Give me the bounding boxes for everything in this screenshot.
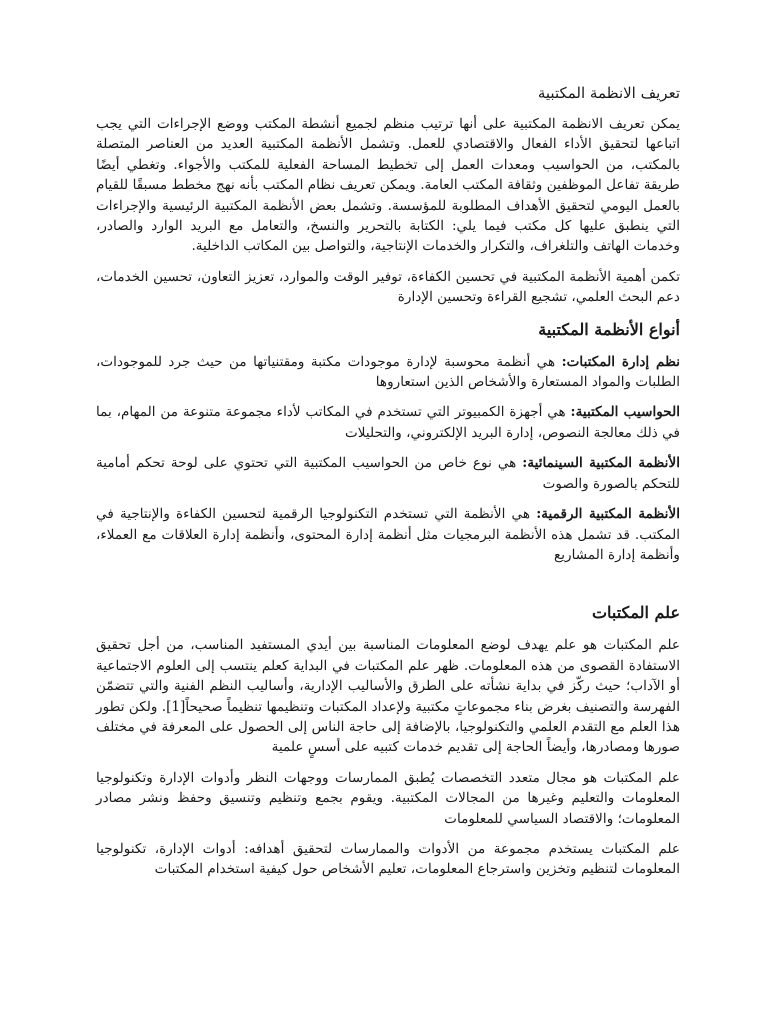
term-label: نظم إدارة المكتبات: (561, 353, 681, 370)
term-label: الأنظمة المكتبية السينمائية: (522, 455, 680, 472)
paragraph-library-science-intro: علم المكتبات هو علم يهدف لوضع المعلومات المناسبة بين أيدي المستفيد المناسب، من أجل تحقيق الاستفادة القصوى من هذه المعلومات. ظهر علم المكتبات في البداية كعلم ينتسب إلى العلوم الاجتماعية أو الآداب؛ حيث ركّز في بداية نشأته على الطرق والأساليب الإدارية، وأساليب النظم الفنية والتي تتضمّن الفهرسة والتصنيف بغرض بناء مجموعاتٍ مكتبية ولإعداد المكتبات وتنظيمها تنظيماً صحيحاً[1]. ولكن تطور هذا العلم مع التقدم العلمي والتكنولوجيا، بالإضافة إلى حاجة الناس إلى الحصول على المعرفة في مختلف صورها ومصادرها، وأيضاً الحاجة إلى تقديم خدمات كتبيه على أسسٍ علمية (96, 637, 680, 756)
section-heading-library-science: علم المكتبات (591, 603, 680, 623)
paragraph-library-science-field: علم المكتبات هو مجال متعدد التخصصات يُطبق الممارسات ووجهات النظر وأدوات الإدارة وتكنولوجيا المعلومات والتعليم وغيرها من المجالات المكتبية. ويقوم بجمع وتنظيم وتنسيق وحفظ ونشر مصادر المعلومات؛ والاقتصاد السياسي للمعلومات (96, 769, 680, 827)
paragraph-importance: تكمن أهمية الأنظمة المكتبية في تحسين الكفاءة، توفير الوقت والموارد، تعزيز التعاون، تحسين الخدمات، دعم البحث العلمي، تشجيع القراءة وتحسين الإدارة (96, 268, 680, 306)
section-office-systems-types (96, 318, 680, 566)
term-description: هي أنظمة محوسبة لإدارة موجودات مكتبة ومقتنياتها من حيث جرد للموجودات، الطلبات والمواد المستعارة والأشخاص الذين استعاروها (96, 353, 680, 391)
list-item-office-computers (96, 402, 680, 443)
section-office-systems-definition (96, 82, 680, 308)
term-label: الأنظمة المكتبية الرقمية: (536, 506, 680, 523)
term-description: هي نوع خاص من الحواسيب المكتبية التي تحتوي على لوحة تحكم أمامية للتحكم بالصورة والصوت (96, 455, 680, 492)
section-heading-definition: تعريف الانظمة المكتبية (537, 84, 680, 102)
section-library-science (96, 601, 680, 879)
list-item-digital-office-systems (96, 504, 680, 565)
paragraph-library-science-tools: علم المكتبات يستخدم مجموعة من الأدوات والممارسات لتحقيق أهدافه: أدوات الإدارة، تكنولوجيا المعلومات لتنظيم وتخزين واسترجاع المعلومات، تعليم الأشخاص حول كيفية استخدام المكتبات (96, 840, 680, 878)
section-heading-types: أنواع الأنظمة المكتبية (538, 319, 680, 339)
term-description: هي الأنظمة التي تستخدم التكنولوجيا الرقمية لتحسين الكفاءة والإنتاجية في المكتب. قد تشمل هذه الأنظمة البرمجيات مثل أنظمة إدارة المحتوى، وأنظمة إدارة العلاقات مع العملاء، وأنظمة إدارة المشاريع (96, 506, 680, 563)
list-item-library-management-systems (96, 352, 680, 393)
list-item-cinema-office-systems (96, 453, 680, 494)
term-label: الحواسيب المكتبية: (570, 404, 680, 421)
term-description: هي أجهزة الكمبيوتر التي تستخدم في المكاتب لأداء مجموعة متنوعة من المهام، بما في ذلك معالجة النصوص، إدارة البريد الإلكتروني، والتحليلات (96, 404, 680, 441)
paragraph-definition: يمكن تعريف الانظمة المكتبية على أنها ترتيب منظم لجميع أنشطة المكتب ووضع الإجراءات التي يجب اتباعها لتحقيق الأداء الفعال والاقتصادي للعمل. وتشمل الأنظمة المكتبية العديد من العناصر المتصلة بالمكتب، من الحواسيب ومعدات العمل إلى تخطيط المساحة الفعلية للمكتب والأجواء. وتغطي أيضًا طريقة تفاعل الموظفين وثقافة المكتب العامة. ويمكن تعريف نظام المكتب بأنه نهج مخطط مسبقًا للقيام بالعمل اليومي لتحقيق الأهداف المطلوبة للمؤسسة. وتشمل بعض الأنظمة المكتبية الرئيسية والإجراءات التي ينطبق عليها كل مكتب فيما يلي: الكتابة بالتحرير والنسخ، والتعامل مع البريد الوارد والصادر، وخدمات الهاتف والتلغراف، والتكرار والخدمات الإنتاجية، والتواصل بين المكاتب الداخلية. (96, 116, 680, 255)
